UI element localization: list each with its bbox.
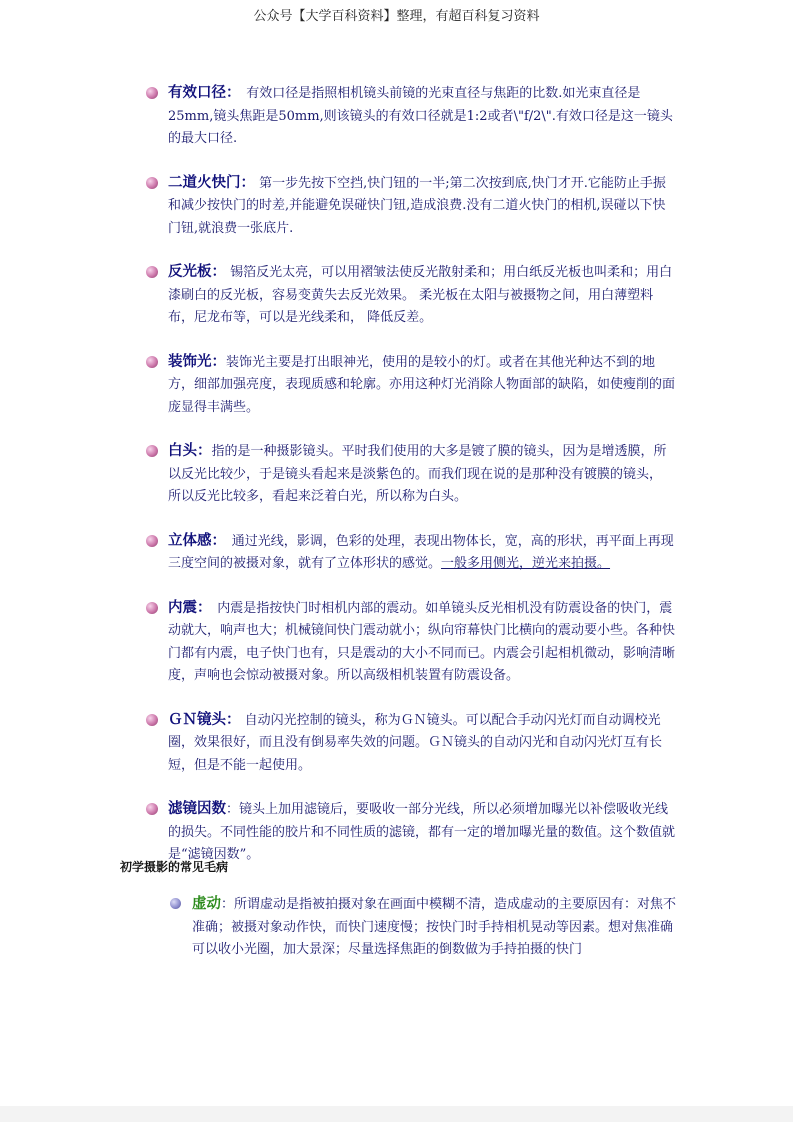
glossary-entry [146,440,676,509]
glossary-entry [146,351,676,420]
page-bottom-edge [0,1106,793,1122]
glossary-definition: 有效口径是指照相机镜头前镜的光束直径与焦距的比数.如光束直径是25mm,镜头焦距是50mm,则该镜头的有效口径就是1:2或者\"f/2\".有效口径是这一镜头的最大口径. [168,86,673,146]
glossary-term: 滤镜因数 [168,801,226,817]
issue-entry [170,893,680,962]
glossary-definition: 装饰光主要是打出眼神光，使用的是较小的灯。或者在其他光种达不到的地方，细部加强亮度，表现质感和轮廓。亦用这种灯光消除人物面部的缺陷，如使瘦削的面庞显得丰满些。 [168,354,676,415]
section-title: 初学摄影的常见毛病 [120,860,229,874]
glossary-term: 装饰光： [168,353,226,370]
pink-bullet-icon [146,803,158,815]
glossary-term: 反光板： [168,264,226,280]
glossary-definition: 内震是指按快门时相机内部的震动。如单镜头反光相机没有防震设备的快门，震动就大，响声也大；机械镜间快门震动就小；纵向帘幕快门比横向的震动要小些。各种快门都有内震，电子快门也有，只是震动的大小不同而已。内震会引起相机微动，影响清晰度，声响也会惊动被摄对象。所以高级相机装置有防震设备。 [168,600,676,683]
issue-term: 虚动 [192,896,221,912]
glossary-entry [146,798,676,867]
glossary-definition: 通过光线，影调，色彩的处理，表现出物体长，宽，高的形状，再平面上再现三度空间的被摄对象，就有了立体形状的感觉。 [168,533,674,571]
glossary-definition: 锡箔反光太亮，可以用褶皱法使反光散射柔和；用白纸反光板也叫柔和；用白漆刷白的反光板，容易变黄失去反光效果。 柔光板在太阳与被摄物之间，用白薄塑料布，尼龙布等，可以是光线柔和， 降低反差。 [168,265,673,325]
glossary-entry [146,709,676,778]
issues-list [170,893,680,962]
glossary-entry [146,597,676,688]
glossary-entry [146,530,676,576]
glossary-term: ＧＮ镜头： [168,711,241,728]
pink-bullet-icon [146,177,158,189]
glossary-definition: 自动闪光控制的镜头，称为ＧＮ镜头。可以配合手动闪光灯而自动调校光圈，效果很好，而且没有倒易率失效的问题。ＧＮ镜头的自动闪光和自动闪光灯互有长短，但是不能一起使用。 [168,712,663,773]
glossary-term: 二道火快门： [168,174,255,191]
glossary-definition: 指的是一种摄影镜头。平时我们使用的大多是镀了膜的镜头，因为是增透膜，所以反光比较少，于是镜头看起来是淡紫色的。而我们现在说的是那种没有镀膜的镜头， 所以反光比较多，看起来泛着白光，所以称为白头。 [168,444,667,504]
glossary-entry [146,261,676,330]
glossary-term: 内震： [168,599,205,616]
pink-bullet-icon [146,356,158,368]
glossary-term: 立体感： [168,532,219,549]
pink-bullet-icon [146,445,158,457]
blue-bullet-icon [170,898,181,909]
glossary-entry [146,172,676,241]
glossary-entry [146,82,676,151]
pink-bullet-icon [146,87,158,99]
glossary-definition: 第一步先按下空挡,快门钮的一半;第二次按到底,快门才开.它能防止手振和减少按快门的时差,并能避免误碰快门钮,造成浪费.没有二道火快门的相机,误碰以下快门钮,就浪费一张底片. [168,175,666,236]
glossary-term: 白头： [168,443,212,459]
pink-bullet-icon [146,535,158,547]
underlined-note: 一般多用侧光，逆光来拍摄。 [441,556,611,571]
page-header: 公众号【大学百科资料】整理，有超百科复习资料 [253,9,540,24]
glossary-definition: ：镜头上加用滤镜后，要吸收一部分光线，所以必须增加曝光以补偿吸收光线的损失。不同性能的胶片和不同性质的滤镜，都有一定的增加曝光量的数值。这个数值就是“滤镜因数”。 [168,802,676,862]
glossary-list [146,82,676,888]
glossary-term: 有效口径： [168,85,234,101]
pink-bullet-icon [146,266,158,278]
issue-description: ：所谓虚动是指被拍摄对象在画面中模糊不清，造成虚动的主要原因有：对焦不准确；被摄对象动作快，而快门速度慢；按快门时手持相机晃动等因素。想对焦准确可以收小光圈，加大景深；尽量选择焦距的倒数做为手持拍摄的快门 [192,897,677,957]
pink-bullet-icon [146,714,158,726]
pink-bullet-icon [146,602,158,614]
